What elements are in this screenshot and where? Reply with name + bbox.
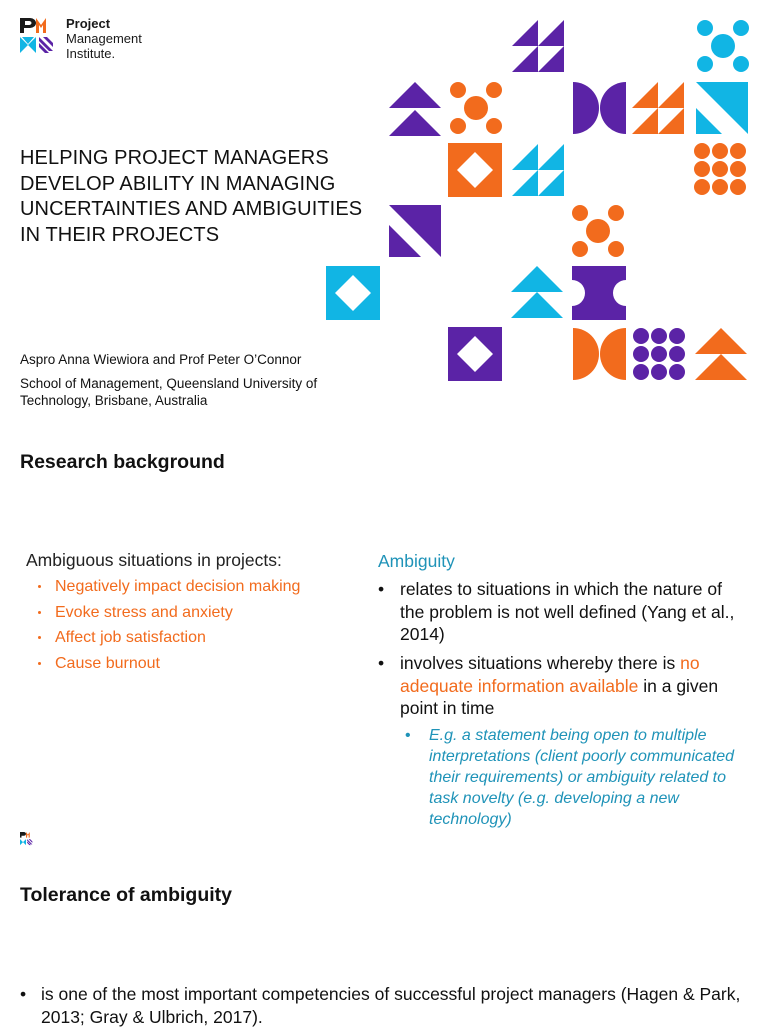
impact-text: Evoke stress and anxiety <box>55 603 233 621</box>
orange-dot-grid-tile <box>694 143 746 195</box>
purple-corner-tile <box>389 205 441 257</box>
orange-half-circles-tile <box>573 328 626 380</box>
orange-dots-tile-2 <box>572 205 624 257</box>
ambiguity-bullet-2 <box>378 652 750 720</box>
list-item <box>38 576 300 602</box>
logo-wordmark <box>66 16 142 61</box>
example-sub-bullet <box>405 725 750 830</box>
logo-line2: Management <box>66 31 142 46</box>
bullet-text-pre: involves situations whereby there is <box>400 653 681 673</box>
decorative-pattern <box>320 15 760 390</box>
logo-line1: Project <box>66 16 111 31</box>
tolerance-bullet-1 <box>20 983 760 1028</box>
bullet-symbol: • <box>20 984 27 1004</box>
bullet-symbol: • <box>378 579 385 599</box>
bullet-text <box>378 652 750 720</box>
purple-dot-grid-tile <box>633 328 685 380</box>
cyan-triangles-tile <box>512 144 564 196</box>
list-item <box>38 627 300 653</box>
highlighted-text: no adequate information available <box>400 653 700 696</box>
list-item <box>38 602 300 628</box>
pmi-logo <box>20 18 60 58</box>
bullet-dot <box>38 585 41 588</box>
bullet-text: is one of the most important competencies of successful project managers (Hagen & Park, 2013; Gray & Ulbrich, 2017). <box>41 984 741 1027</box>
cyan-corner-tile <box>696 82 748 134</box>
pmi-small-icon <box>20 832 35 847</box>
bullet-text: relates to situations in which the nature of the problem is not well defined (Yang et al., 2014) <box>400 579 735 644</box>
bullet-dot <box>38 636 41 639</box>
example-text: E.g. a statement being open to multiple interpretations (client poorly communicated their requirements) or ambiguity related to task novelty (e.g. developing a new technology) <box>429 727 735 828</box>
purple-arrow-tile <box>389 82 441 136</box>
pmi-logo-icon <box>20 18 60 58</box>
impact-text: Negatively impact decision making <box>55 578 301 595</box>
bullet-symbol: • <box>378 653 385 673</box>
logo-line3: Institute. <box>66 46 116 61</box>
impact-text: Cause burnout <box>55 654 160 672</box>
tolerance-heading: Tolerance of ambiguity <box>20 884 233 906</box>
orange-dots-tile <box>450 82 502 134</box>
ambiguity-heading: Ambiguity <box>378 551 455 571</box>
purple-triangles-tile <box>512 20 564 72</box>
impact-list <box>38 576 300 678</box>
bullet-text-post: in a given point in time <box>400 675 719 718</box>
purple-half-circles-tile <box>573 82 626 134</box>
research-background-heading: Research background <box>20 451 225 473</box>
small-pmi-logo <box>20 832 35 847</box>
cyan-diamond-tile <box>326 266 380 320</box>
cyan-dots-tile <box>697 20 749 72</box>
ambiguity-bullet-1 <box>378 578 750 646</box>
impact-text: Affect job satisfaction <box>55 629 206 646</box>
authors: Aspro Anna Wiewiora and Prof Peter O’Connor <box>20 352 302 367</box>
page-title: HELPING PROJECT MANAGERS DEVELOP ABILITY IN MANAGING UNCERTAINTIES AND AMBIGUITIES IN THEIR PROJECTS <box>20 147 363 246</box>
bullet-symbol: • <box>405 727 411 744</box>
affiliation: School of Management, Queensland University of Technology, Brisbane, Australia <box>20 376 318 408</box>
list-item <box>38 653 300 679</box>
purple-diamond-tile <box>448 327 502 381</box>
cyan-arrow-tile <box>511 266 563 318</box>
ambiguous-situations-lead: Ambiguous situations in projects: <box>26 550 282 570</box>
orange-triangles-tile <box>632 82 684 134</box>
orange-diamond-tile <box>448 143 502 197</box>
bullet-dot <box>38 611 41 614</box>
orange-arrow-tile <box>695 328 747 380</box>
purple-spool-tile <box>572 266 626 320</box>
bullet-dot <box>38 662 41 665</box>
